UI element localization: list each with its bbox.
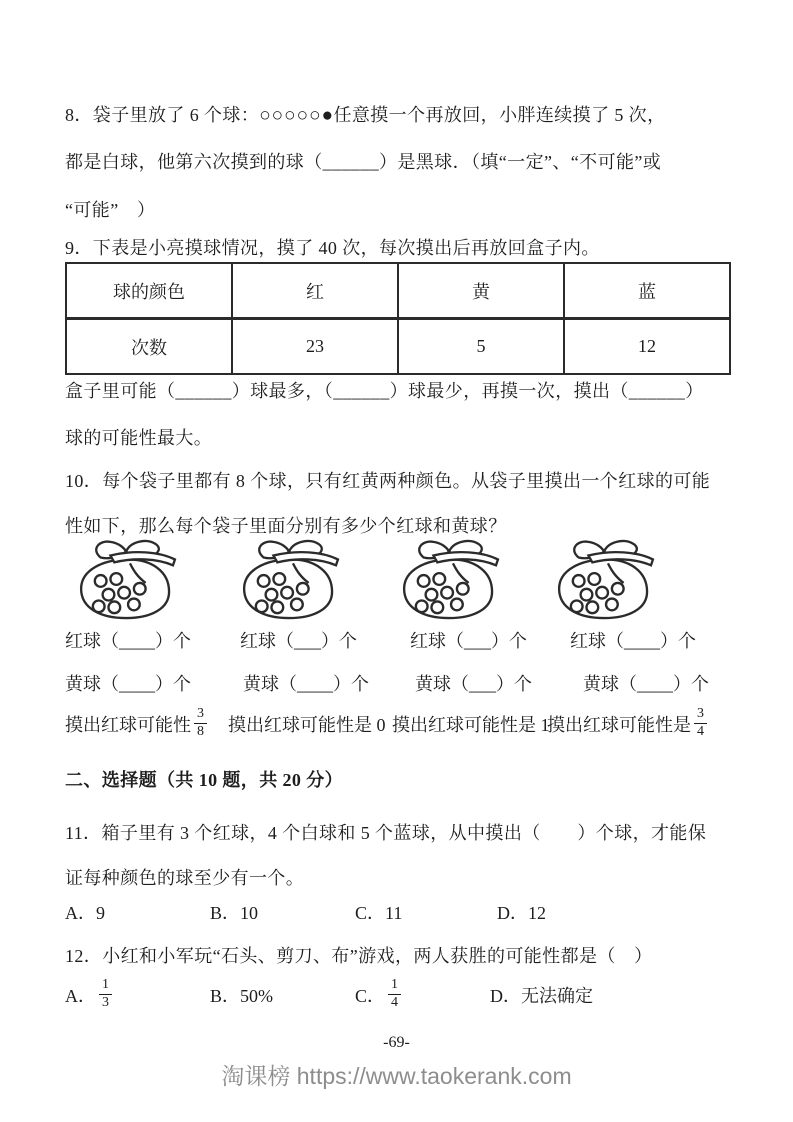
yellow-ball-blank: 黄球（____）个 — [65, 674, 191, 694]
bag-icon — [388, 536, 516, 622]
bag-icon — [543, 536, 671, 622]
question-8-text: 8．袋子里放了 6 个球： — [65, 105, 260, 125]
page-number: -69- — [383, 1034, 410, 1051]
table-header-row — [66, 263, 730, 319]
bags-row — [65, 536, 743, 624]
fraction-3-4: $\frac{3}{4}$ — [694, 706, 707, 739]
option-b: B．10 — [210, 903, 259, 923]
section-2-title: 二、选择题（共 10 题，共 20 分） — [65, 770, 343, 790]
table-data-cell: 23 — [232, 319, 398, 375]
probability-row — [65, 700, 755, 748]
question-12-options — [65, 972, 755, 1018]
table-header-cell: 球的颜色 — [66, 263, 232, 319]
table-header-cell: 红 — [232, 263, 398, 319]
table-data-cell: 5 — [398, 319, 564, 375]
watermark-text: 淘课榜 https://www.taokerank.com — [221, 1063, 572, 1089]
ball-color-table — [65, 262, 731, 375]
probability-text: 摸出红球可能性 — [65, 715, 191, 735]
fraction-1-3: $\frac{1}{3}$ — [99, 977, 112, 1010]
bag-icon — [65, 536, 193, 622]
option-a: A． $\frac{1}{3}$ — [65, 972, 115, 1018]
option-c: C．11 — [355, 903, 403, 923]
fraction-1-4: $\frac{1}{4}$ — [388, 977, 401, 1010]
option-b: B．50% — [210, 986, 273, 1006]
probability-item: 摸出红球可能性是 1 — [392, 715, 550, 735]
table-data-row — [66, 319, 730, 375]
question-8-line-2: 都是白球，他第六次摸到的球（______）是黑球．（填“一定”、“不可能”或 — [65, 152, 662, 172]
probability-item — [547, 700, 710, 748]
question-10-line-2: 性如下，那么每个袋子里面分别有多少个红球和黄球？ — [65, 516, 507, 536]
yellow-ball-blank: 黄球（___）个 — [415, 674, 532, 694]
option-a: A．9 — [65, 903, 105, 923]
table-data-cell: 次数 — [66, 319, 232, 375]
question-10-line-1: 10．每个袋子里都有 8 个球，只有红黄两种颜色。从袋子里摸出一个红球的可能 — [65, 471, 711, 491]
question-11-line-2: 证每种颜色的球至少有一个。 — [65, 868, 305, 888]
red-ball-blank: 红球（___）个 — [240, 631, 357, 651]
white-balls-icon: ○○○○○ — [259, 105, 322, 126]
probability-item: 摸出红球可能性是 0 — [228, 715, 386, 735]
question-8-text-cont: 任意摸一个再放回，小胖连续摸了 5 次， — [333, 105, 666, 125]
option-d: D．无法确定 — [490, 986, 593, 1006]
black-ball-icon: ● — [321, 105, 334, 126]
question-9-fill-line-1: 盒子里可能（______）球最多，（______）球最少，再摸一次，摸出（______） — [65, 381, 704, 401]
question-12-line-1: 12．小红和小军玩“石头、剪刀、布”游戏，两人获胜的可能性都是（ ） — [65, 946, 653, 966]
yellow-ball-blank: 黄球（____）个 — [583, 674, 709, 694]
bag-icon — [228, 536, 356, 622]
table-header-cell: 黄 — [398, 263, 564, 319]
question-9-intro: 9．下表是小亮摸球情况，摸了 40 次，每次摸出后再放回盒子内。 — [65, 238, 600, 258]
question-8-line-1 — [65, 101, 743, 127]
table-header-cell: 蓝 — [564, 263, 730, 319]
question-8-line-3: “可能” ） — [65, 200, 156, 220]
probability-item — [65, 700, 210, 748]
red-ball-blank: 红球（___）个 — [410, 631, 527, 651]
question-11-line-1: 11．箱子里有 3 个红球，4 个白球和 5 个蓝球，从中摸出（ ）个球，才能保 — [65, 823, 707, 843]
yellow-ball-blank: 黄球（____）个 — [243, 674, 369, 694]
option-d: D．12 — [497, 903, 546, 923]
table-data-cell: 12 — [564, 319, 730, 375]
fraction-3-8: $\frac{3}{8}$ — [194, 706, 207, 739]
probability-text: 摸出红球可能性是 — [547, 715, 691, 735]
red-ball-blank: 红球（____）个 — [570, 631, 696, 651]
red-ball-blank: 红球（____）个 — [65, 631, 191, 651]
option-c: C． $\frac{1}{4}$ — [355, 972, 404, 1018]
question-9-fill-line-2: 球的可能性最大。 — [65, 428, 213, 448]
